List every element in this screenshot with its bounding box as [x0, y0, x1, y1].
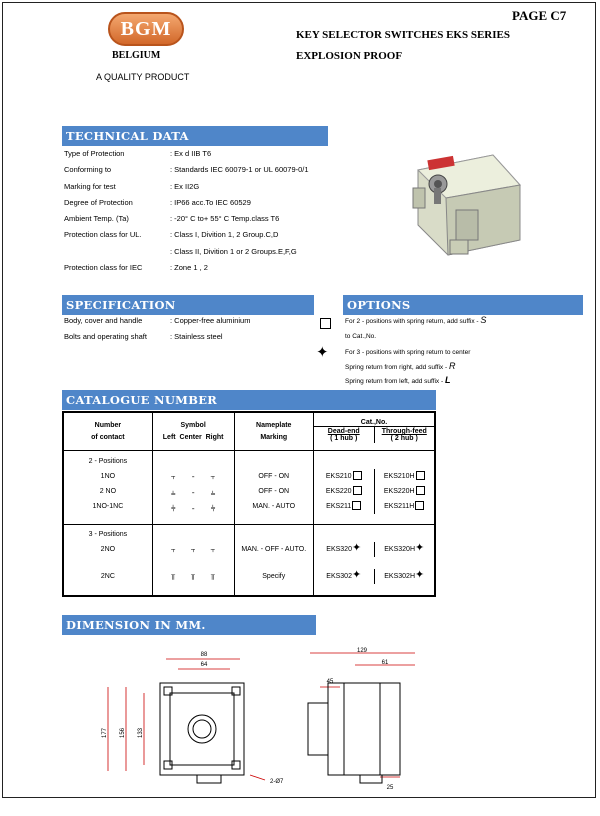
brand-name: BELGIUM	[112, 50, 161, 61]
checkbox-icon	[416, 486, 425, 495]
contact-symbol-icon: ⫨	[171, 487, 176, 497]
page-title: KEY SELECTOR SWITCHES EKS SERIES	[296, 29, 510, 41]
tech-label: Type of Protection	[64, 149, 125, 158]
contacts-2pos: 2 - Positions 1NO 2 NO 1NO-1NC	[63, 450, 152, 524]
tech-value: : -20° C to+ 55° C Temp.class T6	[170, 214, 280, 224]
tech-label: Protection class for UL.	[64, 230, 142, 240]
dimension-drawing	[100, 645, 440, 795]
tech-value: : Ex d IIB T6	[170, 149, 212, 158]
technical-data-list	[64, 149, 309, 279]
tech-label: Protection class for IEC	[64, 263, 143, 273]
checkbox-icon	[353, 471, 362, 480]
dim-156: 156	[120, 727, 126, 739]
markings-2pos: OFF - ON OFF - ON MAN. - AUTO	[234, 450, 313, 524]
dimension-heading: DIMENSION IN MM.	[62, 615, 316, 635]
tech-value: : Class I, Divition 1, 2 Group.C,D	[170, 230, 279, 240]
tagline: A QUALITY PRODUCT	[96, 72, 190, 82]
col-number: Number of contact	[63, 412, 152, 450]
crosshair-icon: ✦	[415, 542, 425, 555]
checkbox-icon	[352, 501, 361, 510]
contact-symbol-icon: ⫟	[190, 544, 196, 554]
contact-symbol-icon: ⫩	[210, 503, 216, 513]
crosshair-icon: ✦	[351, 569, 362, 582]
tech-value: : IP66 acc.To IEC 60529	[170, 197, 251, 207]
symbols-3pos	[152, 524, 234, 596]
tech-label: Ambient Temp. (Ta)	[64, 214, 129, 224]
contact-symbol-icon: ⫪	[190, 572, 196, 582]
options-line: to Cat.,No.	[345, 333, 377, 340]
contact-symbol-icon: ⫟	[210, 544, 216, 554]
crosshair-icon: ✦	[415, 569, 425, 582]
tech-label: Degree of Protection	[64, 197, 133, 207]
contact-symbol-icon: ⫪	[171, 572, 176, 582]
symbols-2pos: ⫟ - ⫟ ⫨ - ⫨ ⫩ - ⫩	[152, 450, 234, 524]
catalogue-heading: CATALOGUE NUMBER	[62, 390, 436, 410]
options-line: Spring return from left, add suffix - L	[345, 375, 451, 385]
dim-25: 25	[386, 785, 394, 791]
spec-value: : Copper-free aluminium	[170, 316, 251, 325]
tech-value: : Zone 1 , 2	[170, 263, 208, 273]
checkbox-icon	[415, 501, 424, 510]
catnos-3pos: EKS320✦ EKS320H✦ EKS302✦ EKS302H✦	[313, 524, 435, 596]
tech-value: : Standards IEC 60079-1 or UL 60079-0/1	[170, 165, 309, 175]
catalogue-table	[62, 411, 436, 597]
spring-return-checkbox-icon	[320, 318, 331, 329]
specification-heading: SPECIFICATION	[62, 295, 314, 315]
crosshair-icon: ✦	[351, 542, 362, 555]
dim-133: 133	[138, 727, 144, 739]
options-line: For 3 - positions with spring return to center	[345, 349, 471, 356]
spec-label: Bolts and operating shaft	[64, 332, 147, 341]
contact-symbol-icon: ⫨	[210, 487, 216, 497]
dim-129: 129	[356, 648, 368, 654]
tech-value: : Class II, Divition 1 or 2 Groups.E,F,G	[170, 246, 297, 256]
options-line: Spring return from right, add suffix - R	[345, 361, 456, 371]
contact-symbol-icon: ⫪	[210, 572, 216, 582]
checkbox-icon	[353, 486, 362, 495]
markings-3pos: MAN. - OFF - AUTO. Specify	[234, 524, 313, 596]
page-number: PAGE C7	[512, 8, 567, 23]
col-nameplate: Nameplate Marking	[234, 412, 313, 450]
contacts-3pos: 3 - Positions 2NO 2NC	[63, 524, 152, 596]
dim-holes: 2-Ø7	[270, 779, 284, 785]
page-subtitle: EXPLOSION PROOF	[296, 50, 403, 62]
spec-label: Body, cover and handle	[64, 316, 143, 325]
crosshair-icon: ✦	[316, 344, 329, 361]
col-catno: Cat.,No. Dead-end ( 1 hub ) Through-feed ( 2 hub )	[313, 412, 435, 450]
contact-symbol-icon: ⫟	[170, 471, 176, 481]
spec-value: : Stainless steel	[170, 332, 223, 341]
dim-88: 88	[200, 652, 208, 658]
product-photo	[398, 140, 528, 260]
options-line: For 2 - positions with spring return, add suffix - S	[345, 315, 487, 325]
tech-label: Marking for test	[64, 181, 116, 191]
col-symbol: Symbol Left Center Right	[152, 412, 234, 450]
checkbox-icon	[416, 471, 425, 480]
dim-64: 64	[200, 662, 208, 668]
options-heading: OPTIONS	[343, 295, 583, 315]
contact-symbol-icon: ⫟	[210, 471, 216, 481]
dim-177: 177	[102, 727, 108, 739]
contact-symbol-icon: ⫩	[171, 503, 176, 513]
tech-value: : Ex II2G	[170, 181, 200, 191]
catnos-2pos: EKS210 EKS210H EKS220 EKS220H EKS211 EKS211H	[313, 450, 435, 524]
brand-logo: BGM	[108, 12, 184, 46]
contact-symbol-icon: ⫟	[170, 544, 176, 554]
dim-61: 61	[381, 660, 389, 666]
dim-45: 45	[326, 679, 334, 685]
tech-label: Conforming to	[64, 165, 112, 175]
technical-data-heading: TECHNICAL DATA	[62, 126, 328, 146]
